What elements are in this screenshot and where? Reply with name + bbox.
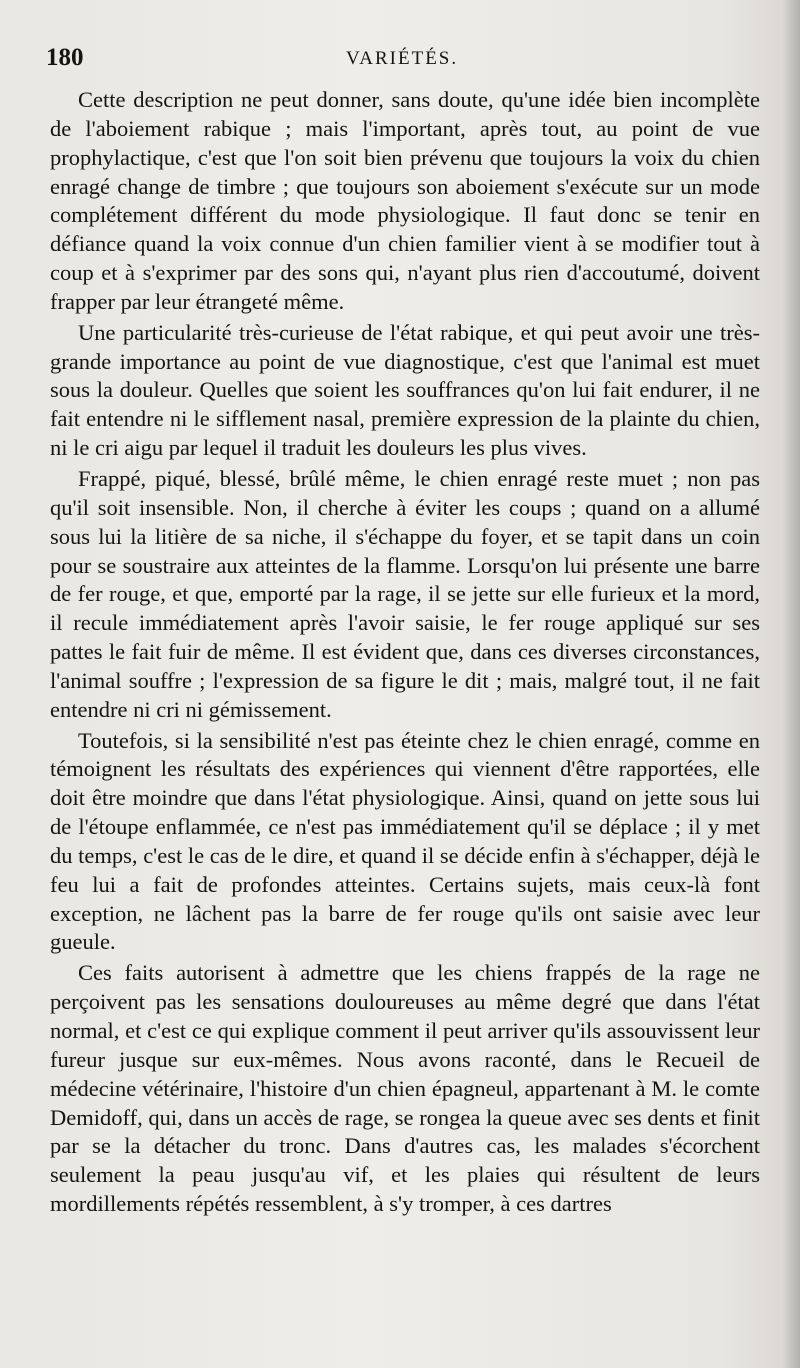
- paragraph: Cette description ne peut donner, sans doute, qu'une idée bien incomplète de l'aboiement rabique ; mais l'important, après tout, au point de vue prophylactique, c'est que l'on soit bien prévenu que toujours la voix du chien enragé change de timbre ; que toujours son aboiement s'exécute sur un mode complétement différent du mode physiologique. Il faut donc se tenir en défiance quand la voix connue d'un chien familier vient à se modifier tout à coup et à s'exprimer par des sons qui, n'ayant plus rien d'accoutumé, doivent frapper par leur étrangeté même.: [50, 87, 760, 314]
- paragraph: Ces faits autorisent à admettre que les chiens frappés de la rage ne perçoivent pas les sensations douloureuses au même degré que dans l'état normal, et c'est ce qui explique comment il peut arriver qu'ils assouvissent leur fureur jusque sur eux-mêmes. Nous avons raconté, dans le Recueil de médecine vétérinaire, l'histoire d'un chien épagneul, appartenant à M. le comte Demidoff, qui, dans un accès de rage, se rongea la queue avec ses dents et finit par se la détacher du tronc. Dans d'autres cas, les malades s'écorchent seulement la peau jusqu'au vif, et les plaies qui résultent de leurs mordillements répétés ressemblent, à s'y tromper, à ces dartres: [50, 960, 760, 1217]
- running-title: VARIÉTÉS.: [346, 48, 459, 69]
- paragraph: Frappé, piqué, blessé, brûlé même, le chien enragé reste muet ; non pas qu'il soit insensible. Non, il cherche à éviter les coups ; quand on a allumé sous lui la litière de sa niche, il s'échappe du foyer, et se tapit dans un coin pour se soustraire aux atteintes de la flamme. Lorsqu'on lui présente une barre de fer rouge, et que, emporté par la rage, il se jette sur elle furieux et la mord, il recule immédiatement après l'avoir saisie, le fer rouge appliqué sur ses pattes le fait fuir de même. Il est évident que, dans ces diverses circonstances, l'animal souffre ; l'expression de sa figure le dit ; mais, malgré tout, il ne fait entendre ni cri ni gémissement.: [50, 465, 760, 722]
- running-head: [46, 40, 756, 76]
- paragraph: Toutefois, si la sensibilité n'est pas éteinte chez le chien enragé, comme en témoignent les résultats des expériences qui viennent d'être rapportées, elle doit être moindre que dans l'état physiologique. Ainsi, quand on jette sous lui de l'étoupe enflammée, ce n'est pas immédiatement qu'il se déplace ; il y met du temps, c'est le cas de le dire, et quand il se décide enfin à s'échapper, déjà le feu lui a fait de profondes atteintes. Certains sujets, mais ceux-là font exception, ne lâchent pas la barre de fer rouge qu'ils ont saisie avec leur gueule.: [50, 727, 760, 955]
- page-number: 180: [46, 44, 84, 71]
- body-text: [50, 86, 760, 1219]
- paragraph: Une particularité très-curieuse de l'état rabique, et qui peut avoir une très-grande importance au point de vue diagnostique, c'est que l'animal est muet sous la douleur. Quelles que soient les souffrances qu'on lui fait endurer, il ne fait entendre ni le sifflement nasal, première expression de la plainte du chien, ni le cri aigu par lequel il traduit les douleurs les plus vives.: [50, 319, 760, 461]
- page-edge-shadow: [782, 0, 800, 1368]
